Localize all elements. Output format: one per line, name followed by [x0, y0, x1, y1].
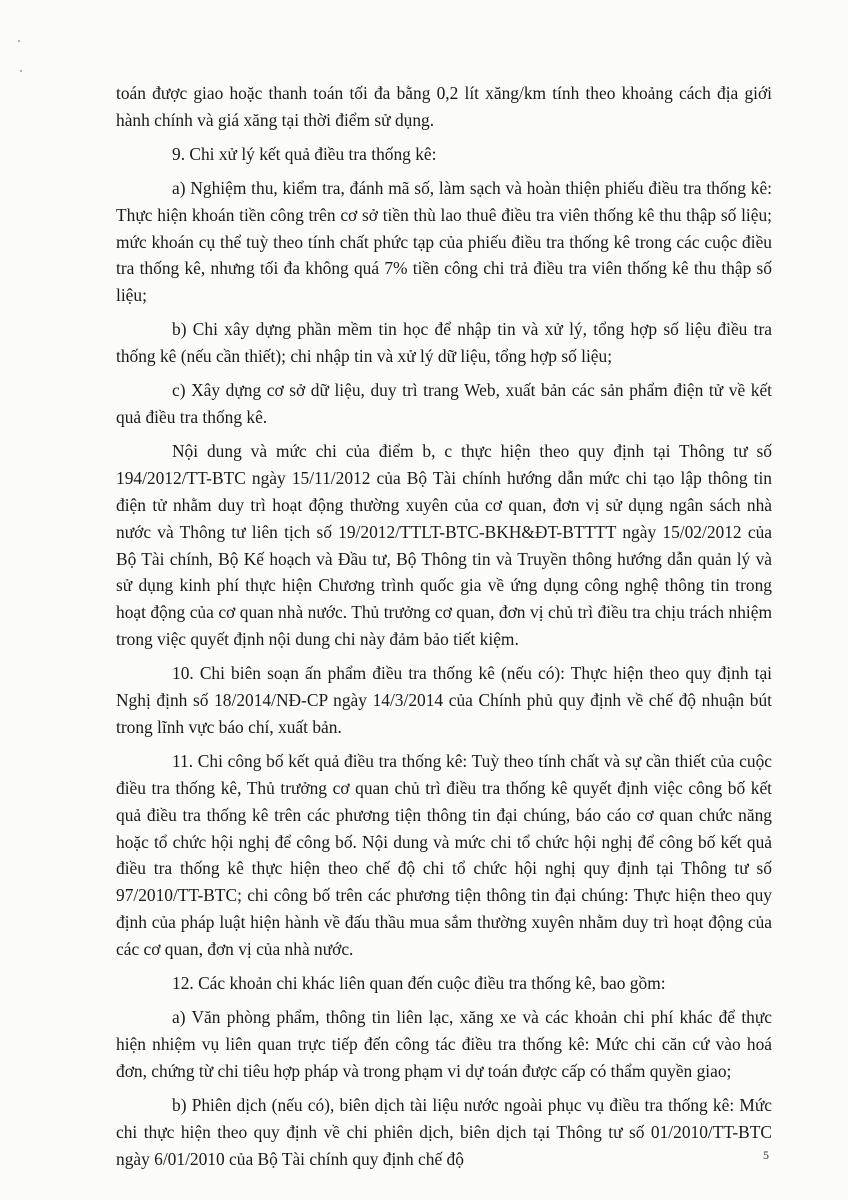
- page-number: 5: [763, 1148, 769, 1162]
- section-9a-paragraph: a) Nghiệm thu, kiểm tra, đánh mã số, làm sạch và hoàn thiện phiếu điều tra thống kê: Thực hiện khoán tiền công trên cơ sở tiền thù lao thuê điều tra viên thống kê thu thập số liệu; mức khoán cụ thể tuỳ theo tính chất phức tạp của phiếu điều tra thống kê trong các cuộc điều tra thống kê, nhưng tối đa không quá 7% tiền công chi trả điều tra viên thống kê thu thập số liệu;: [116, 177, 772, 306]
- section-10-paragraph: 10. Chi biên soạn ấn phẩm điều tra thống kê (nếu có): Thực hiện theo quy định tại Nghị định số 18/2014/NĐ-CP ngày 14/3/2014 của Chính phủ quy định về chế độ nhuận bút trong lĩnh vực báo chí, xuất bản.: [116, 663, 772, 737]
- section-9-note-paragraph: Nội dung và mức chi của điểm b, c thực hiện theo quy định tại Thông tư số 194/2012/TT-BTC ngày 15/11/2012 của Bộ Tài chính hướng dẫn mức chi tạo lập thông tin điện tử nhằm duy trì hoạt động thường xuyên của cơ quan, đơn vị sử dụng ngân sách nhà nước và Thông tư liên tịch số 19/2012/TTLT-BTC-BKH&ĐT-BTTTT ngày 15/02/2012 của Bộ Tài chính, Bộ Kế hoạch và Đầu tư, Bộ Thông tin và Truyền thông hướng dẫn quản lý và sử dụng kinh phí thực hiện Chương trình quốc gia về ứng dụng công nghệ thông tin trong hoạt động của cơ quan nhà nước. Thủ trưởng cơ quan, đơn vị chủ trì điều tra chịu trách nhiệm trong việc quyết định nội dung chi này đảm bảo tiết kiệm.: [116, 440, 772, 650]
- section-9-heading: 9. Chi xử lý kết quả điều tra thống kê:: [172, 143, 437, 164]
- section-9c-paragraph: c) Xây dựng cơ sở dữ liệu, duy trì trang Web, xuất bản các sản phẩm điện tử về kết quả điều tra thống kê.: [116, 380, 772, 427]
- section-12-heading: 12. Các khoản chi khác liên quan đến cuộc điều tra thống kê, bao gồm:: [172, 973, 666, 994]
- paragraph-continuation: toán được giao hoặc thanh toán tối đa bằng 0,2 lít xăng/km tính theo khoảng cách địa giới hành chính và giá xăng tại thời điểm sử dụng.: [116, 83, 772, 130]
- scan-speck: [18, 40, 20, 42]
- section-12b-paragraph: b) Phiên dịch (nếu có), biên dịch tài liệu nước ngoài phục vụ điều tra thống kê: Mức chi thực hiện theo quy định về chi phiên dịch, biên dịch tại Thông tư số 01/2010/TT-BTC ngày 6/01/2010 của Bộ Tài chính quy định chế độ: [116, 1094, 772, 1169]
- document-body: [116, 80, 772, 1179]
- section-12a-paragraph: a) Văn phòng phẩm, thông tin liên lạc, xăng xe và các khoản chi phí khác để thực hiện nhiệm vụ liên quan trực tiếp đến công tác điều tra thống kê: Mức chi căn cứ vào hoá đơn, chứng từ chi tiêu hợp pháp và trong phạm vi dự toán được cấp có thẩm quyền giao;: [116, 1007, 772, 1081]
- section-11-paragraph: 11. Chi công bố kết quả điều tra thống kê: Tuỳ theo tính chất và sự cần thiết của cuộc điều tra thống kê, Thủ trưởng cơ quan chủ trì điều tra thống kê quyết định việc công bố kết quả điều tra thống kê trên các phương tiện thông tin đại chúng, báo cáo cơ quan chức năng hoặc tổ chức hội nghị để công bố. Nội dung và mức chi tổ chức hội nghị để công bố kết quả điều tra thống kê thực hiện theo chế độ chi tổ chức hội nghị quy định tại Thông tư số 97/2010/TT-BTC; chi công bố trên các phương tiện thông tin đại chúng: Thực hiện theo quy định của pháp luật hiện hành về đấu thầu mua sắm thường xuyên nhằm duy trì hoạt động của các cơ quan, đơn vị của nhà nước.: [116, 750, 772, 960]
- scan-speck: [20, 70, 22, 72]
- section-9b-paragraph: b) Chi xây dựng phần mềm tin học để nhập tin và xử lý, tổng hợp số liệu điều tra thống kê (nếu cần thiết); chi nhập tin và xử lý dữ liệu, tổng hợp số liệu;: [116, 319, 772, 367]
